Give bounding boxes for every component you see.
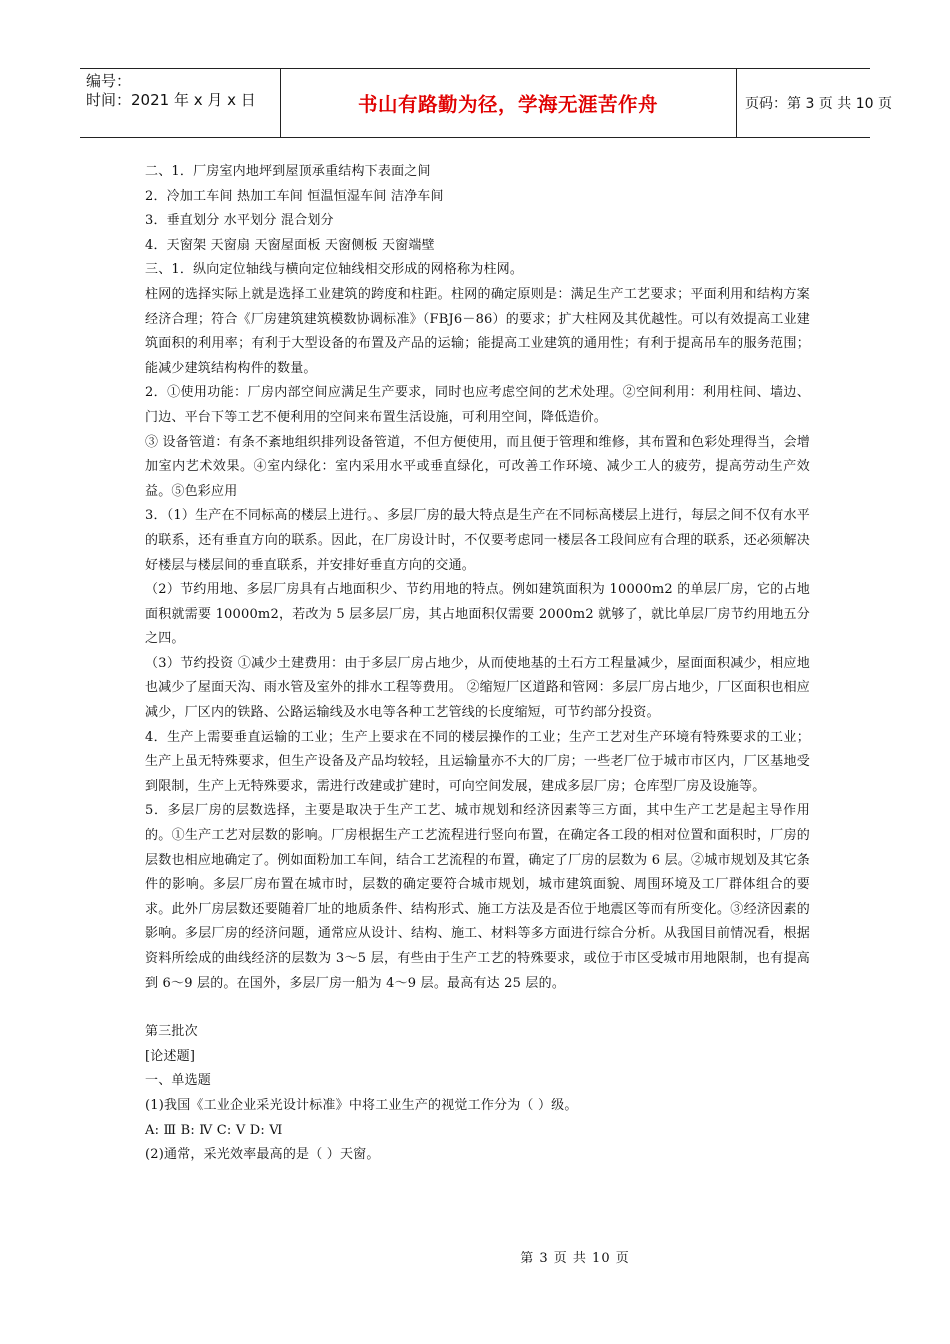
paragraph: ③ 设备管道：有条不紊地组织排列设备管道，不但方便使用，而且便于管理和维修，其布置和色彩处理得当，会增加室内艺术效果。④室内绿化：室内采用水平或垂直绿化，可改善工作环境、减少工人的疲劳，提高劳动生产效益。⑤色彩应用: [145, 434, 810, 499]
code-label: 编号：: [86, 72, 132, 90]
paragraph: 2．冷加工车间 热加工车间 恒温恒湿车间 洁净车间: [145, 188, 444, 204]
footer-page-number: 第 3 页 共 10 页: [520, 1251, 630, 1266]
section-subtitle: [论述题]: [145, 1048, 196, 1064]
paragraph: 5．多层厂房的层数选择，主要是取决于生产工艺、城市规划和经济因素等三方面，其中生产工艺是起主导作用的。①生产工艺对层数的影响。厂房根据生产工艺流程进行竖向布置，在确定各工段的相对位置和面积时，厂房的层数也相应地确定了。例如面粉加工车间，结合工艺流程的布置，确定了厂房的层数为 6 层。②城市规划及其它条件的影响。多层厂房布置在城市时，层数的确定要符合城市规划，城市建筑面貌、周围环境及工厂群体组合的要求。此外厂房层数还要随着厂址的地质条件、结构形式、施工方法及是否位于地震区等而有所变化。③经济因素的影响。多层厂房的经济问题，通常应从设计、结构、施工、材料等多方面进行综合分析。从我国目前情况看，根据资料所绘成的曲线经济的层数为 3～5 层，有些由于生产工艺的特殊要求，或位于市区受城市用地限制，也有提高到 6～9 层的。在国外，多层厂房一船为 4～9 层。最高有达 25 层的。: [145, 803, 810, 991]
date-line: 时间：2021 年 x 月 x 日: [86, 91, 256, 109]
header-motto-cell: [280, 69, 737, 137]
page-header: [80, 68, 892, 138]
answer-options: A: Ⅲ B: Ⅳ C: Ⅴ D: Ⅵ: [145, 1122, 283, 1138]
spacer: [145, 996, 810, 1020]
paragraph: 三、1．纵向定位轴线与横向定位轴线相交形成的网格称为柱网。: [145, 262, 524, 278]
paragraph: 4．天窗架 天窗扇 天窗屋面板 天窗侧板 天窗端壁: [145, 237, 435, 253]
paragraph: （3）节约投资 ①减少土建费用：由于多层厂房占地少，从而使地基的土石方工程量减少，屋面面积减少，相应地也减少了屋面天沟、雨水管及室外的排水工程等费用。 ②缩短厂区道路和管网：多层厂房占地少，厂区面积也相应减少，厂区内的铁路、公路运输线及水电等各种工艺管线的长度缩短，可节约部分投资。: [145, 655, 810, 721]
section-title: 第三批次: [145, 1024, 198, 1040]
question: (1)我国《工业企业采光设计标准》中将工业生产的视觉工作分为（ ）级。: [145, 1097, 578, 1113]
paragraph: 二、1．厂房室内地坪到屋顶承重结构下表面之间: [145, 164, 431, 179]
paragraph: 3．垂直划分 水平划分 混合划分: [145, 213, 334, 229]
page-info: 页码：第 3 页 共 10 页: [745, 96, 892, 112]
question: (2)通常，采光效率最高的是（ ）天窗。: [145, 1147, 380, 1163]
paragraph: 2．①使用功能：厂房内部空间应满足生产要求，同时也应考虑空间的艺术处理。②空间利用：利用柱间、墙边、门边、平台下等工艺不便利用的空间来布置生活设施，可利用空间，降低造价。: [145, 385, 810, 425]
header-page-cell: [736, 69, 892, 137]
paragraph: 4．生产上需要垂直运输的工业；生产上要求在不同的楼层操作的工业；生产工艺对生产环境有特殊要求的工业；生产上虽无特殊要求，但生产设备及产品均较轻，且运输量亦不大的厂房；一些老厂位于城市市区内，厂区基地受到限制，生产上无特殊要求，需进行改建或扩建时，可向空间发展，建成多层厂房；仓库型厂房及设施等。: [145, 729, 810, 794]
motto: 书山有路勤为径，学海无涯苦作舟: [357, 93, 658, 116]
document-body: [145, 160, 810, 1168]
question-type: 一、单选题: [145, 1073, 212, 1089]
paragraph: 柱网的选择实际上就是选择工业建筑的跨度和柱距。柱网的确定原则是：满足生产工艺要求；平面利用和结构方案经济合理；符合《厂房建筑建筑模数协调标准》（FBJ6－86）的要求；扩大柱网及其优越性。可以有效提高工业建筑面积的利用率；有利于大型设备的布置及产品的运输；能提高工业建筑的通用性；有利于提高吊车的服务范围；能减少建筑结构构件的数量。: [145, 286, 810, 376]
page-footer: [0, 1247, 950, 1266]
paragraph: （2）节约用地、多层厂房具有占地面积少、节约用地的特点。例如建筑面积为 10000m2 的单层厂房，它的占地面积就需要 10000m2，若改为 5 层多层厂房，其占地面积仅需要 2000m2 就够了，就比单层厂房节约用地五分之四。: [145, 582, 810, 647]
paragraph: 3．（1）生产在不同标高的楼层上进行。、多层厂房的最大特点是生产在不同标高楼层上进行，每层之间不仅有水平的联系，还有垂直方向的联系。因此，在厂房设计时，不仅要考虑同一楼层各工段间应有合理的联系，还必须解决好楼层与楼层间的垂直联系，并安排好垂直方向的交通。: [145, 508, 810, 573]
header-meta: [80, 69, 281, 137]
